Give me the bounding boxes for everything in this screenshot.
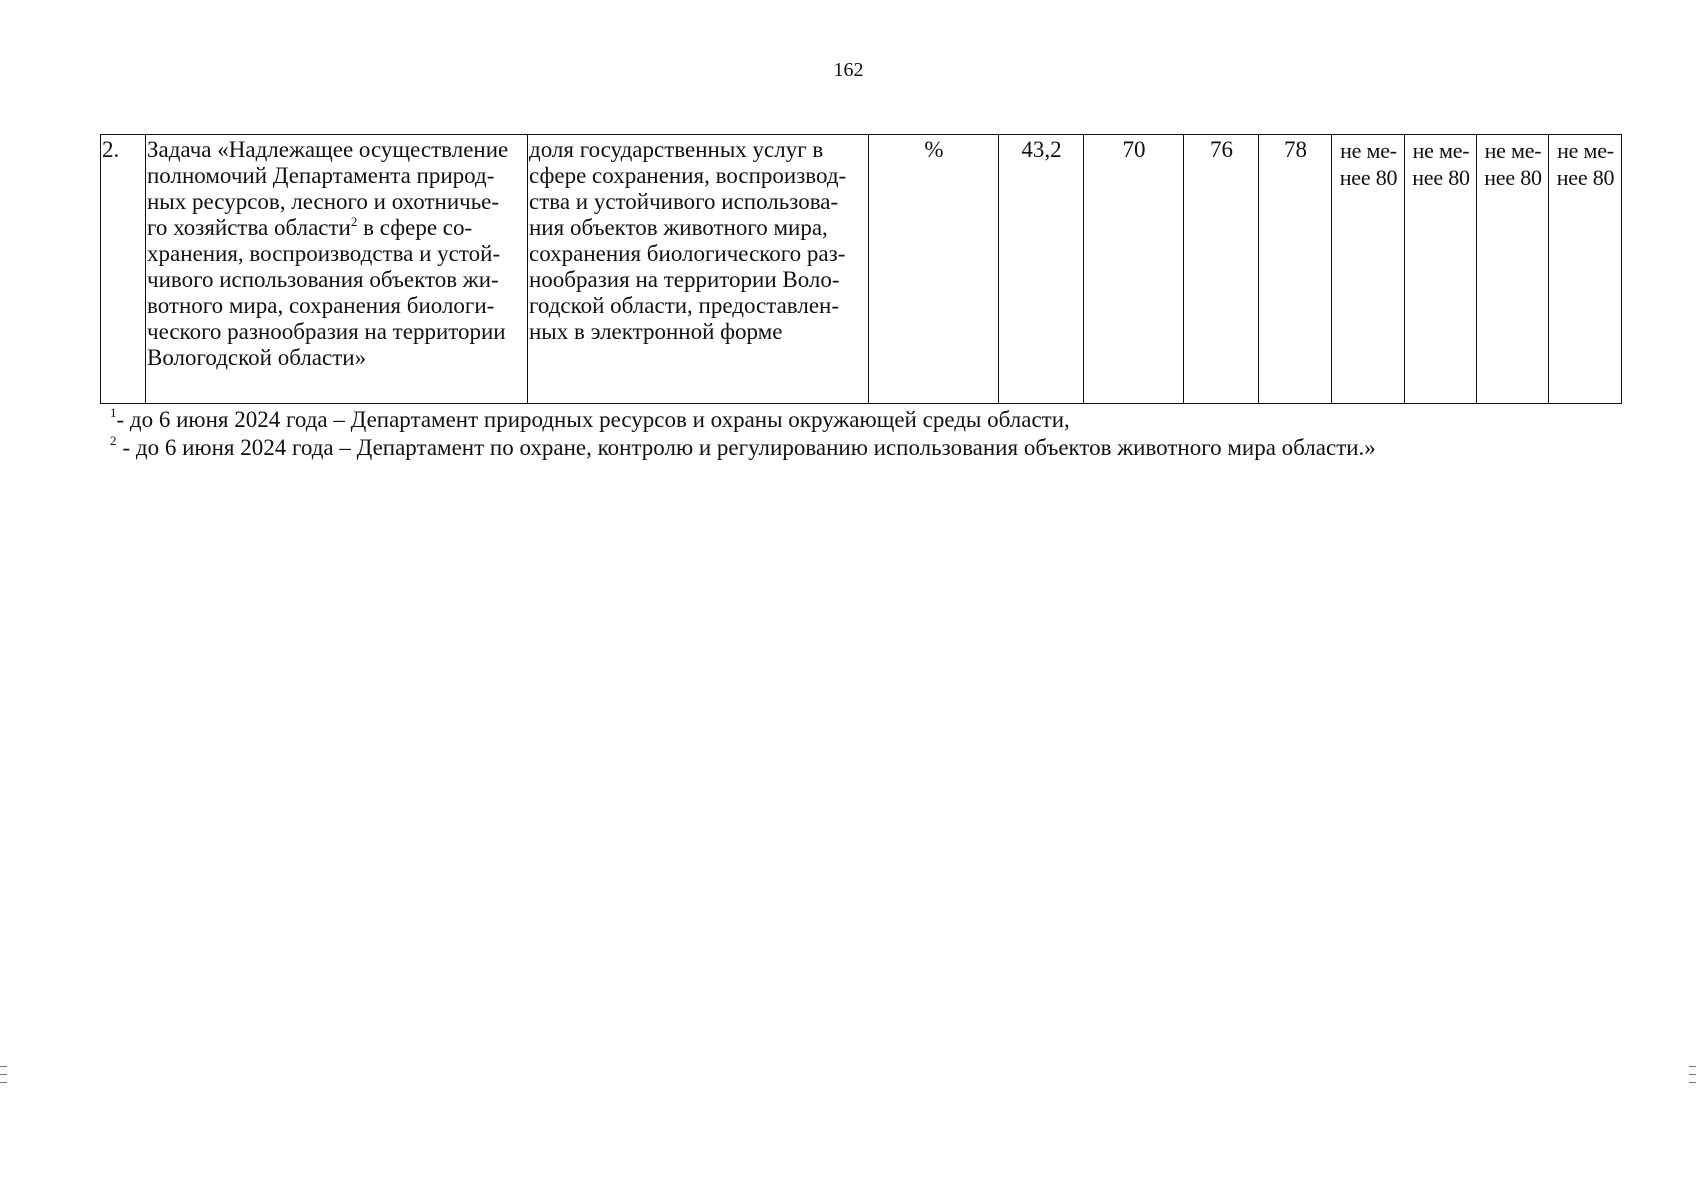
task-text-line: Задача «Надлежащее осуществление [147,137,509,162]
value-cell [1084,135,1184,404]
row-number-cell [101,135,146,404]
task-text-line [147,215,527,241]
task-text-fragment: в сфере со- [357,215,473,240]
scan-edge-mark [0,1066,7,1067]
task-text-line: вотного мира, сохранения биологи- [147,293,495,318]
footnote-text: - до 6 июня 2024 года – Департамент природных ресурсов и охраны окружающей среды области, [116,407,1070,432]
value-cell [1184,135,1259,404]
indicator-text-line: доля государственных услуг в [529,137,824,162]
unit-cell [869,135,999,404]
table-row [101,135,1622,404]
indicator-text-line: нообразия на территории Воло- [529,267,840,292]
target-cell [1477,135,1549,404]
indicator-value: 78 [1284,137,1307,162]
task-cell [146,135,528,404]
target-cell [1332,135,1405,404]
target-cell [1405,135,1477,404]
target-text-line: нее 80 [1412,165,1470,190]
target-text-line: не ме- [1340,138,1397,163]
task-text-line: Вологодской области» [147,345,367,370]
indicator-text-line: сохранения биологического раз- [529,241,846,266]
scan-edge-mark [0,1074,7,1075]
indicator-text-line: годской области, предоставлен- [529,293,840,318]
target-text-line: нее 80 [1339,165,1398,190]
task-text-line: ческого разнообразия на территории [147,319,506,344]
target-cell [1549,135,1622,404]
target-text-line: не ме- [1557,138,1614,163]
target-text-line: не ме- [1412,138,1470,163]
unit-value: % [924,137,944,162]
indicator-value: 70 [1122,137,1146,162]
indicator-value: 76 [1210,137,1233,162]
footnote-text: - до 6 июня 2024 года – Департамент по охране, контролю и регулированию использования объектов животного мира области.» [122,435,1376,460]
footnote-mark: 1 [110,405,117,420]
task-text-line: полномочий Департамента природ- [147,163,495,188]
value-cell [1259,135,1332,404]
footnote-2 [110,434,1650,462]
task-text-fragment: го хозяйства области [147,215,351,240]
task-text-line: ных ресурсов, лесного и охотничье- [147,189,500,214]
indicator-text-line: ных в электронной форме [529,319,783,344]
footnotes [110,406,1650,462]
row-number: 2. [102,137,120,162]
value-cell [999,135,1084,404]
indicator-value: 43,2 [1021,137,1062,162]
indicator-text-line: ния объектов животного мира, [529,215,828,240]
indicator-cell [528,135,869,404]
target-text-line: нее 80 [1556,165,1615,190]
indicators-table [100,134,1622,404]
footnote-mark: 2 [110,433,117,448]
footnote-reference: 2 [350,214,358,229]
task-text-line: чивого использования объектов жи- [147,267,499,292]
task-text-line: хранения, воспроизводства и устой- [147,241,501,266]
page-number: 162 [833,59,864,81]
scan-edge-mark [1689,1082,1696,1083]
scan-edge-mark [0,1082,7,1083]
target-text-line: нее 80 [1484,165,1542,190]
indicator-text-line: сфере сохранения, воспроизвод- [529,163,847,188]
target-text-line: не ме- [1484,138,1542,163]
indicator-text-line: ства и устойчивого использова- [529,189,839,214]
scan-edge-mark [1689,1066,1696,1067]
scan-edge-mark [1689,1074,1696,1075]
footnote-1 [110,406,1650,434]
